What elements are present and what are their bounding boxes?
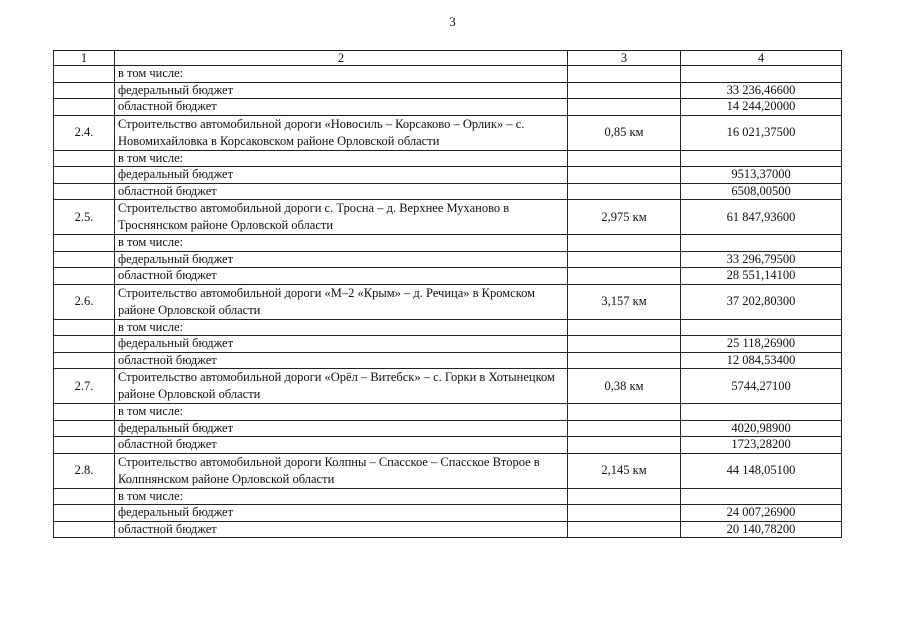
row-amount: 33 236,46600 (681, 82, 842, 99)
header-col-3: 3 (568, 51, 681, 66)
budget-row (54, 319, 842, 336)
header-row (54, 51, 842, 66)
row-label: Строительство автомобильной дороги «М–2 «Крым» – д. Речица» в Кромском районе Орловской области (115, 284, 568, 319)
row-label: областной бюджет (115, 183, 568, 200)
row-amount: 4020,98900 (681, 420, 842, 437)
row-number (54, 404, 115, 421)
row-number (54, 167, 115, 184)
row-amount (681, 235, 842, 252)
row-label: федеральный бюджет (115, 82, 568, 99)
row-amount: 20 140,78200 (681, 521, 842, 538)
row-length (568, 167, 681, 184)
row-length (568, 505, 681, 522)
row-length (568, 404, 681, 421)
row-amount: 25 118,26900 (681, 336, 842, 353)
row-number: 2.4. (54, 115, 115, 150)
budget-row (54, 99, 842, 116)
budget-row (54, 235, 842, 252)
row-length (568, 99, 681, 116)
row-length: 2,145 км (568, 453, 681, 488)
budget-row (54, 404, 842, 421)
row-number (54, 336, 115, 353)
row-label: в том числе: (115, 66, 568, 83)
row-number (54, 437, 115, 454)
item-row (54, 115, 842, 150)
row-length (568, 420, 681, 437)
row-label: федеральный бюджет (115, 251, 568, 268)
row-length (568, 319, 681, 336)
row-label: областной бюджет (115, 521, 568, 538)
row-amount: 14 244,20000 (681, 99, 842, 116)
row-number: 2.5. (54, 200, 115, 235)
row-number (54, 235, 115, 252)
row-label: Строительство автомобильной дороги «Орёл – Витебск» – с. Горки в Хотынецком районе Орловской области (115, 369, 568, 404)
row-amount: 16 021,37500 (681, 115, 842, 150)
row-label: федеральный бюджет (115, 505, 568, 522)
page-number: 3 (449, 14, 456, 29)
row-length (568, 251, 681, 268)
budget-row (54, 82, 842, 99)
item-row (54, 453, 842, 488)
row-number (54, 521, 115, 538)
row-amount: 9513,37000 (681, 167, 842, 184)
row-label: областной бюджет (115, 437, 568, 454)
row-length (568, 336, 681, 353)
row-length: 2,975 км (568, 200, 681, 235)
row-amount (681, 404, 842, 421)
budget-row (54, 505, 842, 522)
header-col-2: 2 (115, 51, 568, 66)
budget-row (54, 150, 842, 167)
row-label: Строительство автомобильной дороги с. Тросна – д. Верхнее Муханово в Троснянском районе Орловской области (115, 200, 568, 235)
row-length (568, 150, 681, 167)
row-length (568, 82, 681, 99)
row-length (568, 352, 681, 369)
row-number (54, 268, 115, 285)
row-number: 2.8. (54, 453, 115, 488)
budget-row (54, 66, 842, 83)
row-amount: 24 007,26900 (681, 505, 842, 522)
row-length: 0,85 км (568, 115, 681, 150)
row-length (568, 268, 681, 285)
row-length (568, 66, 681, 83)
row-amount: 28 551,14100 (681, 268, 842, 285)
row-number (54, 99, 115, 116)
budget-row (54, 336, 842, 353)
row-label: в том числе: (115, 150, 568, 167)
row-label: областной бюджет (115, 99, 568, 116)
row-length (568, 183, 681, 200)
row-length (568, 521, 681, 538)
row-amount: 44 148,05100 (681, 453, 842, 488)
row-number (54, 66, 115, 83)
row-number: 2.6. (54, 284, 115, 319)
item-row (54, 200, 842, 235)
row-label: федеральный бюджет (115, 167, 568, 184)
budget-row (54, 183, 842, 200)
row-amount: 33 296,79500 (681, 251, 842, 268)
row-amount (681, 150, 842, 167)
row-length (568, 488, 681, 505)
row-length: 0,38 км (568, 369, 681, 404)
row-number (54, 319, 115, 336)
budget-row (54, 420, 842, 437)
row-label: в том числе: (115, 488, 568, 505)
row-number (54, 82, 115, 99)
row-label: в том числе: (115, 404, 568, 421)
row-amount: 5744,27100 (681, 369, 842, 404)
row-length: 3,157 км (568, 284, 681, 319)
item-row (54, 369, 842, 404)
header-col-1: 1 (54, 51, 115, 66)
budget-table (53, 50, 842, 538)
row-amount (681, 488, 842, 505)
row-label: в том числе: (115, 235, 568, 252)
budget-row (54, 167, 842, 184)
row-label: в том числе: (115, 319, 568, 336)
row-label: федеральный бюджет (115, 420, 568, 437)
row-number (54, 488, 115, 505)
row-number (54, 505, 115, 522)
row-number (54, 150, 115, 167)
row-label: областной бюджет (115, 268, 568, 285)
table-body (54, 66, 842, 538)
budget-row (54, 488, 842, 505)
budget-row (54, 268, 842, 285)
row-number (54, 420, 115, 437)
row-amount: 6508,00500 (681, 183, 842, 200)
row-length (568, 437, 681, 454)
row-amount: 37 202,80300 (681, 284, 842, 319)
budget-row (54, 352, 842, 369)
row-number: 2.7. (54, 369, 115, 404)
row-label: Строительство автомобильной дороги Колпны – Спасское – Спасское Второе в Колпнянском районе Орловской области (115, 453, 568, 488)
row-label: областной бюджет (115, 352, 568, 369)
row-amount (681, 319, 842, 336)
budget-row (54, 437, 842, 454)
budget-row (54, 251, 842, 268)
row-label: Строительство автомобильной дороги «Новосиль – Корсаково – Орлик» – с. Новомихайловка в Корсаковском районе Орловской области (115, 115, 568, 150)
row-length (568, 235, 681, 252)
row-amount: 12 084,53400 (681, 352, 842, 369)
budget-row (54, 521, 842, 538)
item-row (54, 284, 842, 319)
row-number (54, 183, 115, 200)
row-label: федеральный бюджет (115, 336, 568, 353)
row-amount: 1723,28200 (681, 437, 842, 454)
header-col-4: 4 (681, 51, 842, 66)
row-amount: 61 847,93600 (681, 200, 842, 235)
row-number (54, 251, 115, 268)
row-number (54, 352, 115, 369)
row-amount (681, 66, 842, 83)
